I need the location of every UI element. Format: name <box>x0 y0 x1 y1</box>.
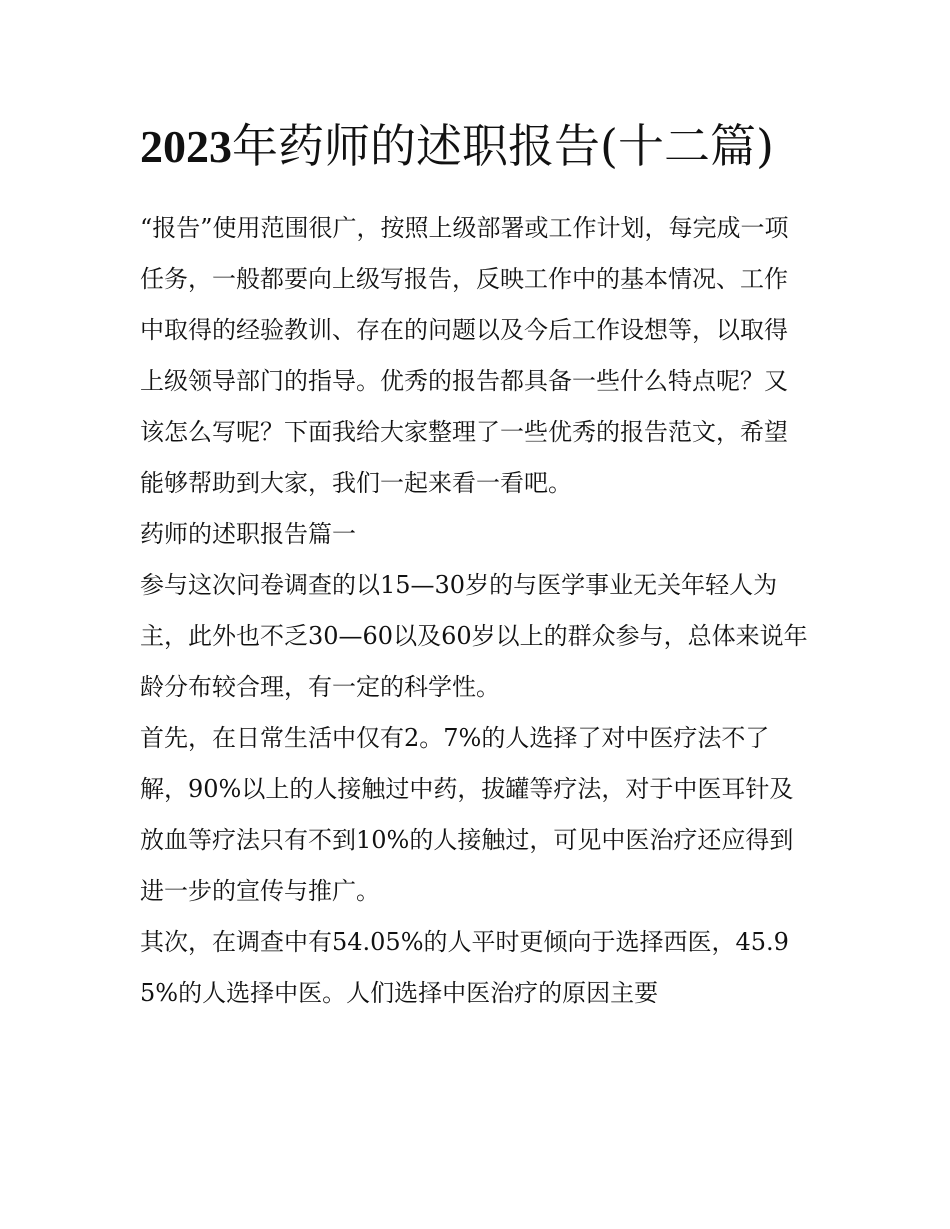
body-paragraph-3: 其次，在调查中有54.05%的人平时更倾向于选择西医，45.95%的人选择中医。人们选择中医治疗的原因主要 <box>140 928 789 1007</box>
section-heading: 药师的述职报告篇一 <box>140 520 356 548</box>
title-year: 2023 <box>140 121 232 172</box>
intro-paragraph: “报告”使用范围很广，按照上级部署或工作计划，每完成一项任务，一般都要向上级写报告，反映工作中的基本情况、工作中取得的经验教训、存在的问题以及今后工作设想等，以取得上级领导部门的指导。优秀的报告都具备一些什么特点呢？又该怎么写呢？下面我给大家整理了一些优秀的报告范文，希望能够帮助到大家，我们一起来看一看吧。 <box>140 214 789 497</box>
body-paragraph-2: 首先，在日常生活中仅有2。7%的人选择了对中医疗法不了解，90%以上的人接触过中药，拔罐等疗法，对于中医耳针及放血等疗法只有不到10%的人接触过，可见中医治疗还应得到进一步的宣传与推广。 <box>140 724 794 905</box>
document-title <box>140 112 810 181</box>
title-text: 年药师的述职报告(十二篇) <box>232 119 774 173</box>
body-paragraph-1: 参与这次问卷调查的以15—30岁的与医学事业无关年轻人为主，此外也不乏30—60以及60岁以上的群众参与，总体来说年龄分布较合理，有一定的科学性。 <box>140 571 808 701</box>
